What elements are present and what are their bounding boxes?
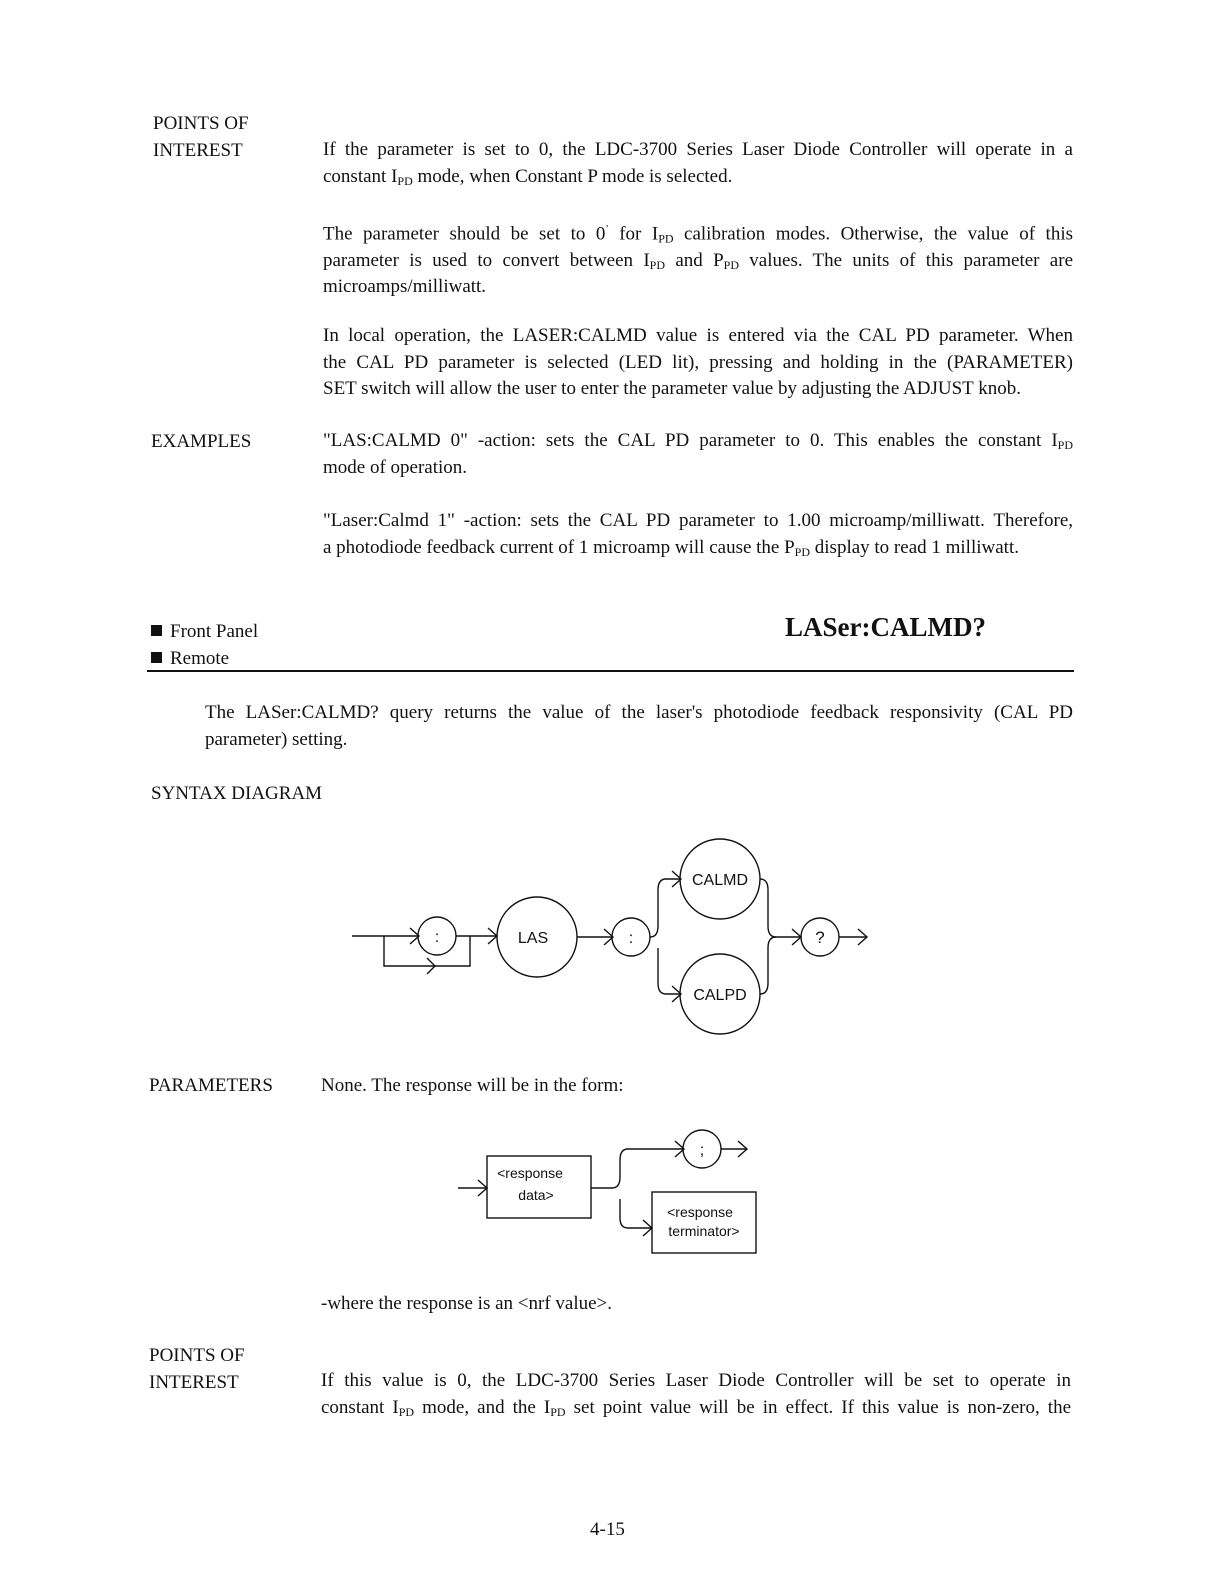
text-line: constant $I_{PD}$ mode, when Constant P mode is selected. [323,165,733,188]
parameters-label: PARAMETERS [149,1075,273,1096]
poi-label-line1: POINTS OF [149,1345,245,1366]
text-line: parameter) setting. [205,728,348,750]
poi-bottom-paragraph [321,1368,1071,1421]
colon-label-1: : [434,929,440,946]
poi-label-line1: POINTS OF [153,113,249,134]
resp-branch-upper [612,1149,683,1188]
text-line: "Laser:Calmd 1" -action: sets the CAL PD parameter to 1.00 microamp/milliwatt. Therefore, [323,510,1073,531]
las-label: LAS [517,930,549,947]
response-note: -where the response is an <nrf value>. [321,1293,613,1314]
calpd-label: CALPD [693,987,747,1004]
text-line: constant $I_{PD}$ mode, and the $I_{PD}$ set point value will be in effect. If this value is non-zero, the [321,1396,1072,1419]
text-line: "LAS:CALMD 0" -action: sets the CAL PD parameter to 0. This enables the constant $I_{PD}$ [323,430,1073,452]
text-line: SET switch will allow the user to enter the parameter value by adjusting the ADJUST knob. [323,378,1021,399]
text-line: The parameter should be set to 0’ for $I_{PD}$ calibration modes. Otherwise, the value of this [323,223,1073,246]
response-data-label-1: <response [497,1165,563,1181]
poi-label-line2: INTEREST [149,1372,239,1393]
question-label: ? [815,928,825,947]
page-number: 4-15 [590,1519,625,1540]
response-terminator-label-2: terminator> [668,1223,740,1239]
calmd-label: CALMD [691,872,749,889]
text-line: parameter is used to convert between $I_{PD}$ and $P_{PD}$ values. The units of this parameter are [323,249,1073,272]
bypass-path [384,936,470,966]
colon-label-2: : [628,930,634,947]
semicolon-label: ; [699,1142,705,1159]
poi-label-line2: INTEREST [153,140,243,161]
branch-upper [650,879,680,937]
text-line: mode of operation. [323,456,468,478]
branch-lower [658,948,680,994]
text-line: If the parameter is set to 0, the LDC-3700 Series Laser Diode Controller will operate in a [323,139,1073,160]
response-data-label-2: data> [518,1187,554,1203]
text-line: In local operation, the LASER:CALMD value is entered via the CAL PD parameter. When [323,325,1073,346]
text-line: the CAL PD parameter is selected (LED lit), pressing and holding in the (PARAMETER) [323,351,1073,373]
text-line: If this value is 0, the LDC-3700 Series Laser Diode Controller will be set to operate in [321,1370,1071,1391]
syntax-diagram-label: SYNTAX DIAGRAM [151,783,323,804]
text-line: The LASer:CALMD? query returns the value of the laser's photodiode feedback responsivity (CAL PD [205,702,1073,723]
bullet-front-panel: Front Panel [151,618,258,645]
text-line: microamps/milliwatt. [323,276,487,298]
bullet-remote: Remote [151,645,258,672]
join-lower [760,937,776,994]
command-title: LASer:CALMD? [785,612,986,642]
join-upper [760,879,776,937]
examples-label: EXAMPLES [151,431,252,452]
response-terminator-label-1: <response [667,1204,733,1220]
text-line: a photodiode feedback current of 1 microamp will cause the $P_{PD}$ display to read 1 milliwatt. [323,536,1019,559]
parameters-text: None. The response will be in the form: [321,1075,624,1096]
poi-label-bottom [149,1342,245,1396]
